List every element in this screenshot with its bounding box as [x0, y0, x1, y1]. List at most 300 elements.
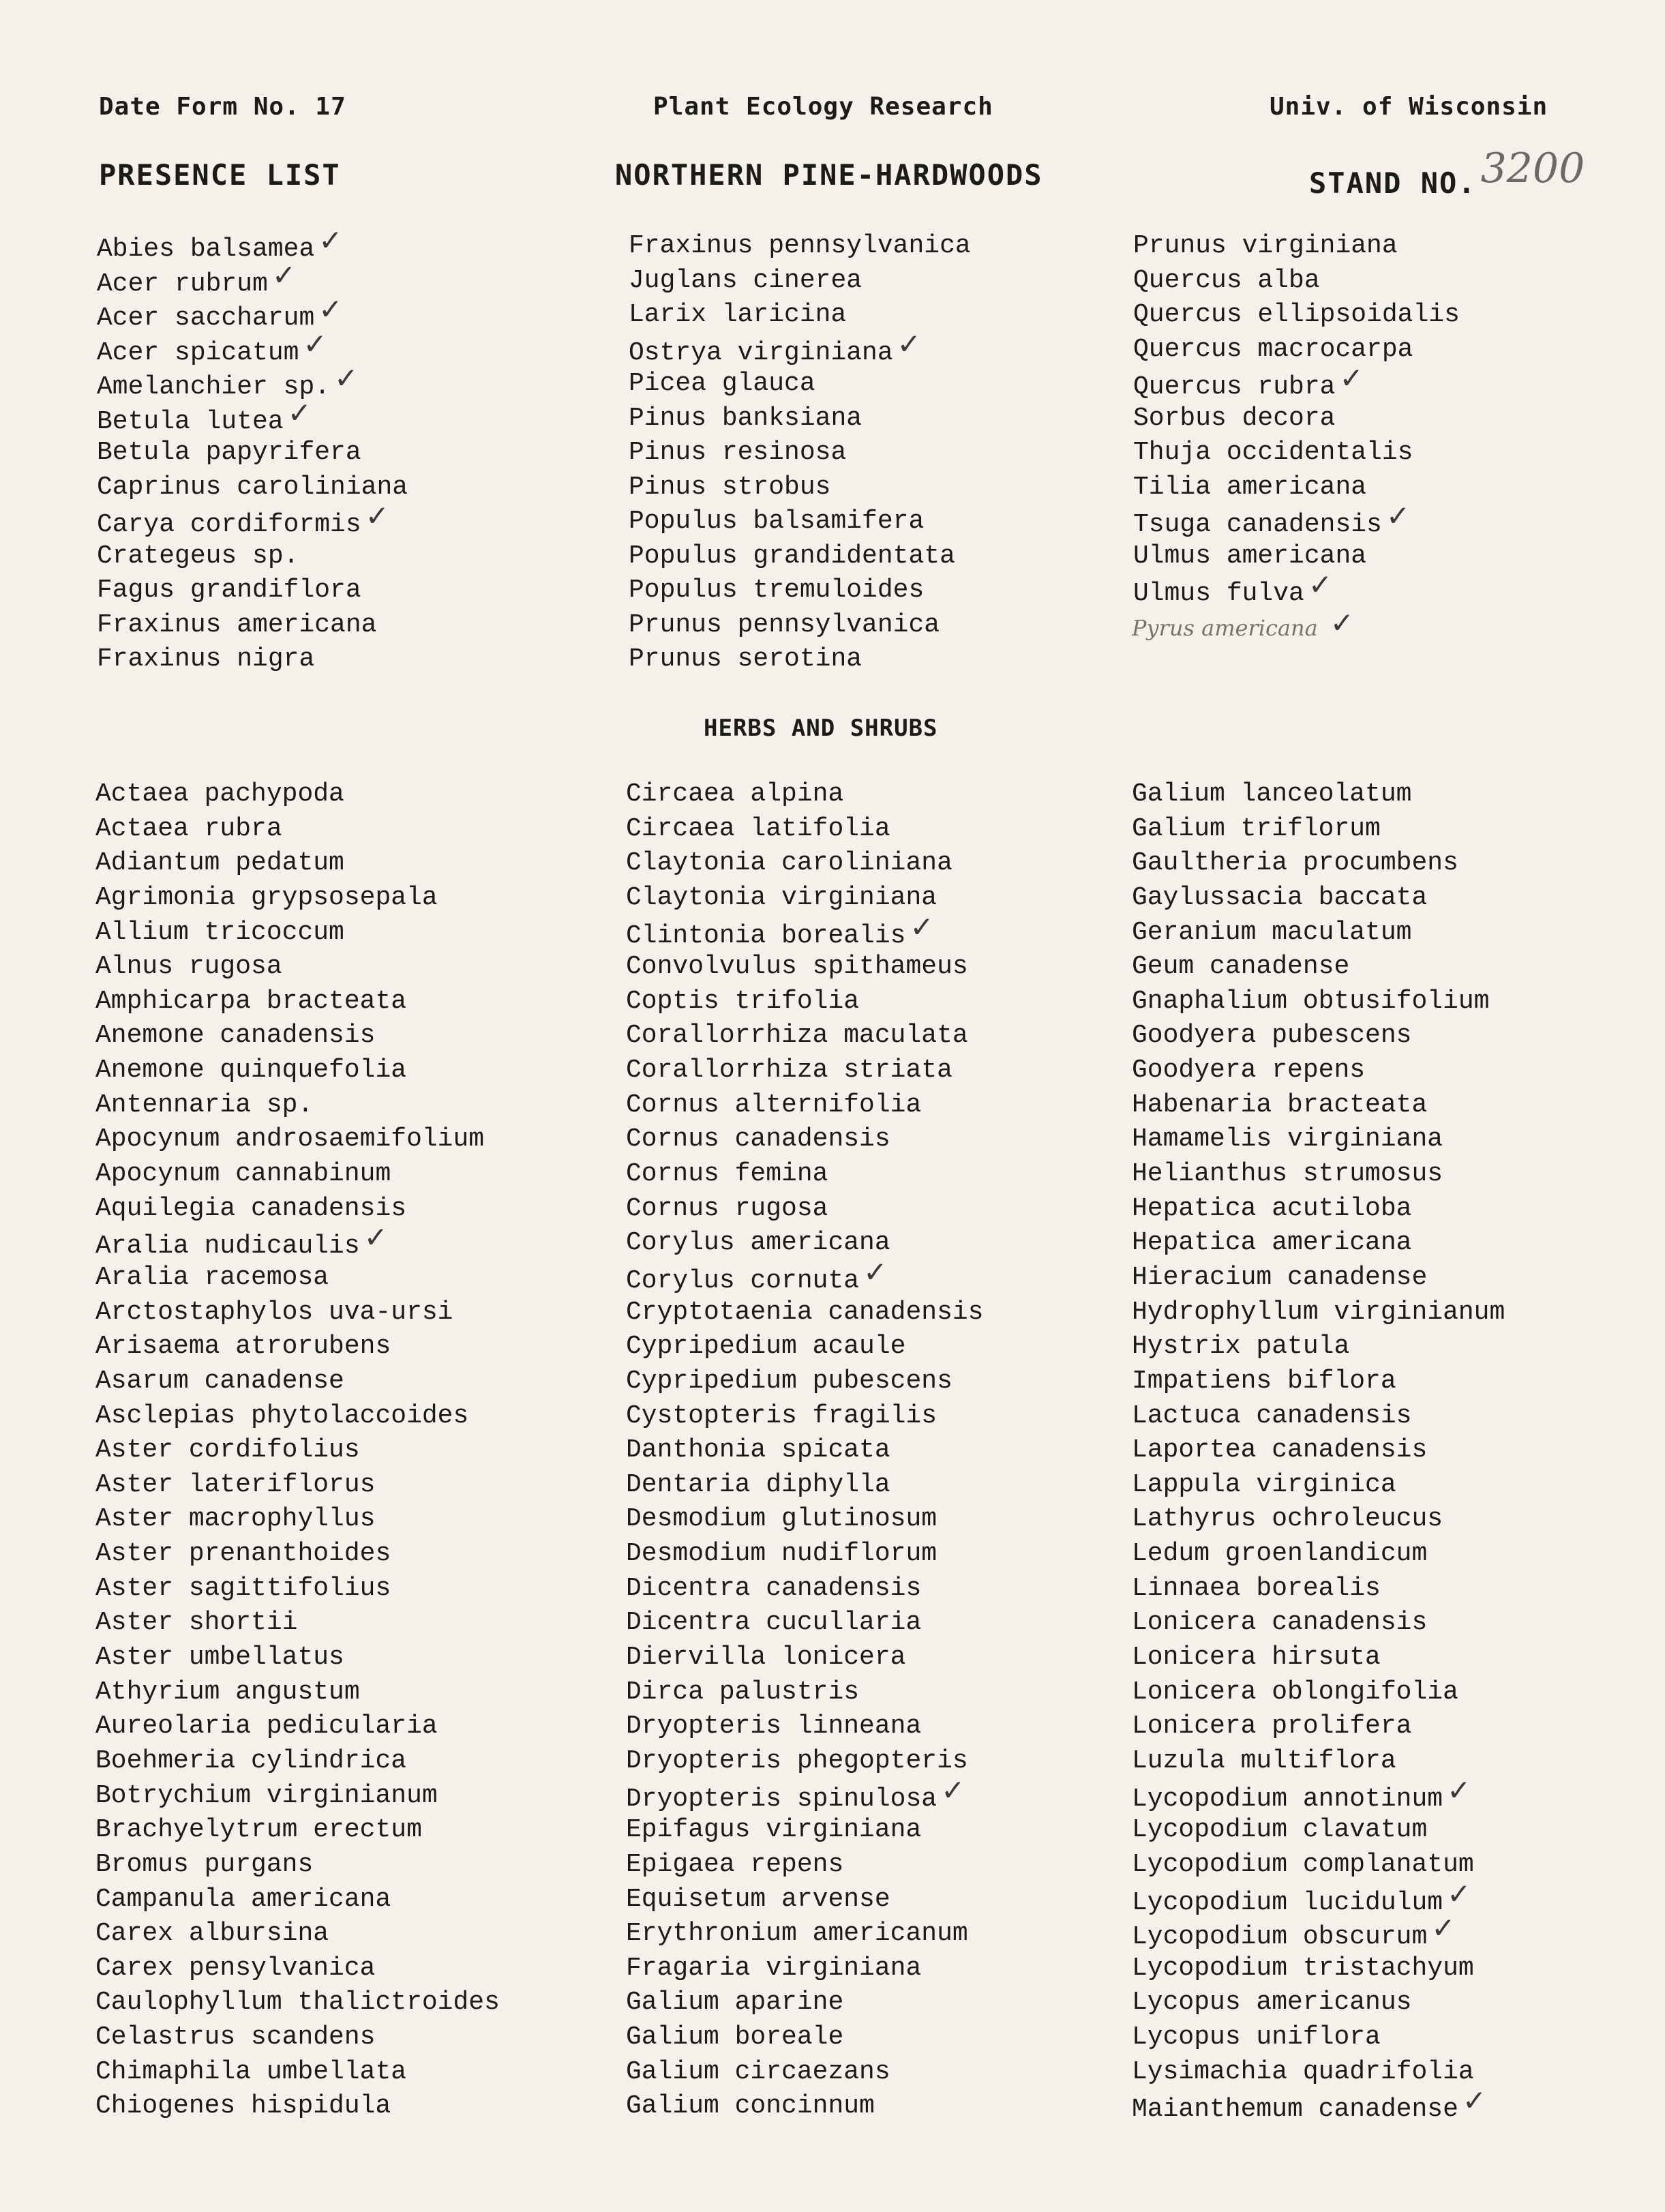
- species-name: Celastrus scandens: [95, 2022, 376, 2052]
- species-name: Arisaema atrorubens: [95, 1332, 391, 1362]
- species-entry: [626, 1952, 984, 1986]
- species-name: Acer rubrum: [97, 269, 268, 299]
- species-name: Habenaria bracteata: [1132, 1090, 1428, 1120]
- species-name: Aster lateriflorus: [95, 1469, 376, 1499]
- species-name: Anemone quinquefolia: [95, 1056, 407, 1086]
- species-name: Cornus rugosa: [626, 1193, 828, 1223]
- species-name: Erythronium americanum: [626, 1919, 968, 1949]
- species-name: Agrimonia grypsosepala: [95, 882, 438, 912]
- species-name: Aquilegia canadensis: [95, 1193, 407, 1223]
- species-entry: [1132, 1502, 1505, 1537]
- species-name: Dirca palustris: [626, 1677, 860, 1707]
- species-name: Claytonia caroliniana: [626, 848, 952, 878]
- species-entry: [1132, 1364, 1505, 1399]
- species-name: Cryptotaenia canadensis: [626, 1297, 984, 1327]
- species-name: Asclepias phytolaccoides: [95, 1401, 469, 1431]
- species-entry: [1133, 568, 1460, 608]
- species-entry: [626, 1675, 984, 1710]
- handwritten-species: Pyrus americana: [1132, 615, 1318, 641]
- species-entry: [626, 812, 984, 847]
- species-entry: [626, 1986, 984, 2020]
- species-name: Cornus canadensis: [626, 1124, 890, 1154]
- species-entry: [626, 1744, 984, 1779]
- species-entry: [1133, 539, 1460, 574]
- species-entry: [1133, 229, 1460, 264]
- species-entry: [626, 1433, 984, 1468]
- species-name: Danthonia spicata: [626, 1435, 890, 1465]
- species-name: Carya cordiformis: [97, 510, 361, 539]
- species-entry: [626, 1813, 984, 1848]
- species-name: Quercus ellipsoidalis: [1133, 300, 1460, 329]
- species-entry: [1132, 2020, 1505, 2055]
- species-name: Sorbus decora: [1133, 403, 1336, 433]
- species-name: Aster cordifolius: [95, 1435, 360, 1465]
- species-name: Galium lanceolatum: [1132, 779, 1412, 809]
- species-entry: [95, 1019, 500, 1053]
- species-entry: [626, 2020, 984, 2055]
- species-name: Asarum canadense: [95, 1366, 344, 1396]
- species-name: Lycopodium tristachyum: [1132, 1953, 1474, 1983]
- species-entry: [95, 1399, 500, 1434]
- tree-column-1: [97, 224, 408, 677]
- species-name: Chiogenes hispidula: [95, 2091, 391, 2121]
- species-entry: [626, 1848, 984, 1883]
- check-mark-icon: ✓: [910, 910, 934, 944]
- species-entry: [97, 395, 408, 436]
- species-entry: [97, 436, 408, 470]
- species-name: Epifagus virginiana: [626, 1815, 922, 1845]
- species-name: Larix laricina: [629, 300, 847, 329]
- species-entry: [95, 1952, 500, 1986]
- check-mark-icon: ✓: [1339, 361, 1364, 395]
- species-name: Abies balsamea: [97, 235, 315, 264]
- species-entry: [95, 1813, 500, 1848]
- species-name: Ledum groenlandicum: [1132, 1539, 1428, 1569]
- check-mark-icon: ✓: [365, 499, 389, 533]
- species-name: Dryopteris phegopteris: [626, 1746, 968, 1776]
- species-name: Cypripedium pubescens: [626, 1366, 952, 1396]
- species-name: Anemone canadensis: [95, 1021, 376, 1051]
- species-entry: [1133, 298, 1460, 333]
- species-entry: [629, 327, 971, 368]
- species-entry: [626, 1255, 984, 1296]
- species-name: Ostrya virginiana: [629, 338, 893, 368]
- species-name: Crategeus sp.: [97, 541, 299, 571]
- species-name: Aster umbellatus: [95, 1643, 344, 1673]
- species-name: Epigaea repens: [626, 1849, 844, 1879]
- species-entry: [626, 1122, 984, 1157]
- herb-column-1: [95, 777, 500, 2124]
- species-name: Aster macrophyllus: [95, 1504, 376, 1534]
- species-name: Picea glauca: [629, 369, 815, 398]
- species-name: Corylus cornuta: [626, 1266, 860, 1296]
- species-name: Thuja occidentalis: [1133, 438, 1413, 467]
- species-entry: [95, 1502, 500, 1537]
- species-entry: [1132, 1537, 1505, 1572]
- species-entry: [629, 367, 971, 402]
- species-entry: [626, 1917, 984, 1952]
- species-entry: [626, 910, 984, 951]
- species-name: Circaea latifolia: [626, 813, 890, 843]
- species-entry: [1132, 1952, 1505, 1986]
- species-entry: [97, 470, 408, 505]
- species-name: Actaea rubra: [95, 813, 282, 843]
- species-entry: [626, 2055, 984, 2090]
- species-entry: [626, 1053, 984, 1088]
- species-name: Quercus rubra: [1133, 372, 1336, 402]
- species-name: Desmodium nudiflorum: [626, 1539, 937, 1569]
- species-name: Desmodium glutinosum: [626, 1504, 937, 1534]
- species-name: Prunus virginiana: [1133, 231, 1398, 260]
- species-name: Hamamelis virginiana: [1132, 1124, 1443, 1154]
- species-entry: [97, 539, 408, 574]
- species-name: Lonicera oblongifolia: [1132, 1677, 1458, 1707]
- species-entry: [95, 1053, 500, 1088]
- species-name: Hepatica acutiloba: [1132, 1193, 1412, 1223]
- species-entry: [97, 327, 408, 368]
- species-name: Apocynum androsaemifolium: [95, 1124, 485, 1154]
- species-name: Cypripedium acaule: [626, 1332, 906, 1362]
- species-entry: [1132, 1675, 1505, 1710]
- species-entry: [626, 1572, 984, 1606]
- species-name: Pinus banksiana: [629, 403, 862, 433]
- species-name: Diervilla lonicera: [626, 1643, 906, 1673]
- check-mark-icon: ✓: [1308, 568, 1333, 601]
- species-entry: [95, 1122, 500, 1157]
- species-entry: [95, 1917, 500, 1952]
- species-name: Aralia racemosa: [95, 1262, 329, 1292]
- species-entry: [95, 846, 500, 881]
- species-name: Bromus purgans: [95, 1849, 314, 1879]
- species-entry: [95, 1572, 500, 1606]
- species-name: Hydrophyllum virginianum: [1132, 1297, 1505, 1327]
- species-entry: [95, 812, 500, 847]
- species-entry: [1132, 2055, 1505, 2090]
- species-name: Circaea alpina: [626, 779, 844, 809]
- species-entry: [1132, 1986, 1505, 2020]
- species-entry: [1132, 1606, 1505, 1641]
- species-entry: [1132, 1911, 1505, 1952]
- species-name: Tsuga canadensis: [1133, 510, 1382, 539]
- species-name: Quercus alba: [1133, 265, 1320, 295]
- species-entry: [95, 1744, 500, 1779]
- species-name: Galium circaezans: [626, 2057, 890, 2087]
- species-entry: [1132, 1641, 1505, 1675]
- check-mark-icon: ✓: [1385, 499, 1411, 533]
- species-name: Goodyera pubescens: [1132, 1021, 1412, 1051]
- species-name: Dentaria diphylla: [626, 1469, 890, 1499]
- species-name: Lonicera hirsuta: [1132, 1643, 1381, 1673]
- species-name: Campanula americana: [95, 1884, 391, 1914]
- species-name: Gaylussacia baccata: [1132, 882, 1428, 912]
- species-entry: [97, 293, 408, 333]
- species-name: Cornus femina: [626, 1159, 828, 1189]
- species-entry: [629, 642, 971, 677]
- species-name: Coptis trifolia: [626, 986, 860, 1016]
- species-name: Equisetum arvense: [626, 1884, 890, 1914]
- species-entry: [95, 1883, 500, 1917]
- species-entry: [626, 1192, 984, 1227]
- species-entry: [1132, 812, 1505, 847]
- species-entry: [1132, 846, 1505, 881]
- species-entry: [1132, 1088, 1505, 1123]
- species-name: Dicentra canadensis: [626, 1573, 922, 1603]
- species-entry: [95, 916, 500, 951]
- species-name: Laportea canadensis: [1132, 1435, 1428, 1465]
- species-entry: [95, 2020, 500, 2055]
- species-entry: [95, 1675, 500, 1710]
- species-entry: [95, 1192, 500, 1227]
- species-name: Dryopteris spinulosa: [626, 1784, 937, 1814]
- species-name: Arctostaphylos uva-ursi: [95, 1297, 453, 1327]
- species-entry: [629, 436, 971, 470]
- check-mark-icon: ✓: [363, 1221, 388, 1255]
- species-entry: [629, 470, 971, 505]
- species-name: Geranium maculatum: [1132, 917, 1412, 947]
- check-mark-icon: ✓: [287, 395, 312, 430]
- check-mark-icon: ✓: [941, 1773, 965, 1807]
- species-name: Corallorrhiza maculata: [626, 1021, 968, 1051]
- species-name: Lycopodium complanatum: [1132, 1849, 1474, 1879]
- species-entry: [97, 642, 408, 677]
- species-name: Brachyelytrum erectum: [95, 1815, 422, 1845]
- check-mark-icon: ✓: [1330, 606, 1354, 640]
- species-entry: [626, 846, 984, 881]
- species-entry: [626, 2089, 984, 2124]
- species-entry: [626, 1364, 984, 1399]
- check-mark-icon: ✓: [318, 224, 343, 257]
- species-name: Caprinus caroliniana: [97, 472, 408, 502]
- species-entry: [95, 985, 500, 1019]
- species-entry: [626, 1537, 984, 1572]
- herb-column-2: [626, 777, 984, 2124]
- handwritten-tree-entry: [1132, 606, 1354, 642]
- species-name: Tilia americana: [1133, 472, 1367, 502]
- check-mark-icon: ✓: [271, 258, 297, 292]
- species-entry: [1133, 499, 1460, 539]
- species-name: Betula papyrifera: [97, 438, 361, 467]
- species-name: Dicentra cucullaria: [626, 1608, 922, 1638]
- species-name: Lappula virginica: [1132, 1469, 1396, 1499]
- species-entry: [95, 950, 500, 985]
- stand-number-field: [1309, 145, 1585, 203]
- species-name: Lysimachia quadrifolia: [1132, 2057, 1474, 2087]
- species-entry: [1133, 361, 1460, 402]
- species-name: Fragaria virginiana: [626, 1953, 922, 1983]
- species-name: Convolvulus spithameus: [626, 952, 968, 982]
- species-name: Athyrium angustum: [95, 1677, 360, 1707]
- species-entry: [95, 1641, 500, 1675]
- species-name: Fraxinus nigra: [97, 644, 315, 674]
- species-entry: [626, 1468, 984, 1503]
- species-name: Hystrix patula: [1132, 1332, 1350, 1362]
- species-name: Populus tremuloides: [629, 576, 925, 605]
- species-entry: [1132, 1572, 1505, 1606]
- species-name: Galium triflorum: [1132, 813, 1381, 843]
- species-name: Cornus alternifolia: [626, 1090, 922, 1120]
- species-entry: [95, 1468, 500, 1503]
- species-name: Chimaphila umbellata: [95, 2057, 407, 2087]
- species-entry: [95, 2089, 500, 2124]
- species-name: Galium aparine: [626, 1988, 844, 2018]
- species-entry: [626, 1226, 984, 1261]
- check-mark-icon: ✓: [897, 327, 921, 361]
- check-mark-icon: ✓: [1447, 1877, 1471, 1911]
- herb-column-3: [1132, 777, 1505, 2124]
- check-mark-icon: ✓: [303, 327, 327, 361]
- species-entry: [626, 1157, 984, 1192]
- species-name: Galium boreale: [626, 2022, 844, 2052]
- check-mark-icon: ✓: [863, 1255, 888, 1289]
- tree-column-2: [629, 229, 971, 677]
- species-name: Claytonia virginiana: [626, 882, 937, 912]
- species-name: Antennaria sp.: [95, 1090, 314, 1120]
- species-entry: [626, 1296, 984, 1330]
- species-entry: [1132, 1709, 1505, 1744]
- university-label: Univ. of Wisconsin: [1270, 93, 1548, 121]
- species-name: Helianthus strumosus: [1132, 1159, 1443, 1189]
- species-entry: [629, 264, 971, 299]
- species-entry: [626, 1502, 984, 1537]
- species-entry: [95, 1221, 500, 1261]
- species-name: Carex albursina: [95, 1919, 329, 1949]
- species-name: Corylus americana: [626, 1228, 890, 1258]
- species-name: Fraxinus americana: [97, 610, 377, 640]
- species-entry: [629, 402, 971, 436]
- species-entry: [95, 777, 500, 812]
- species-entry: [1133, 470, 1460, 505]
- species-name: Lycopodium clavatum: [1132, 1815, 1428, 1845]
- species-entry: [97, 224, 408, 264]
- species-entry: [1132, 1468, 1505, 1503]
- species-name: Actaea pachypoda: [95, 779, 344, 809]
- species-entry: [1132, 916, 1505, 951]
- species-name: Aster shortii: [95, 1608, 298, 1638]
- species-name: Pinus resinosa: [629, 438, 847, 467]
- species-entry: [95, 2055, 500, 2090]
- species-entry: [1132, 1226, 1505, 1261]
- species-entry: [1132, 950, 1505, 985]
- species-entry: [1132, 1773, 1505, 1814]
- species-name: Botrychium virginianum: [95, 1780, 438, 1810]
- species-name: Carex pensylvanica: [95, 1953, 376, 1983]
- species-entry: [626, 1883, 984, 1917]
- species-name: Hepatica americana: [1132, 1228, 1412, 1258]
- species-name: Prunus pennsylvanica: [629, 610, 940, 640]
- species-name: Lycopus uniflora: [1132, 2022, 1381, 2052]
- species-name: Amphicarpa bracteata: [95, 986, 407, 1016]
- species-name: Linnaea borealis: [1132, 1573, 1381, 1603]
- species-name: Ulmus fulva: [1133, 579, 1304, 608]
- species-name: Gaultheria procumbens: [1132, 848, 1458, 878]
- species-name: Acer saccharum: [97, 303, 315, 333]
- species-name: Corallorrhiza striata: [626, 1056, 952, 1086]
- check-mark-icon: ✓: [1462, 2084, 1487, 2118]
- species-entry: [1132, 1019, 1505, 1053]
- species-name: Cystopteris fragilis: [626, 1401, 937, 1431]
- species-entry: [97, 608, 408, 643]
- species-name: Populus balsamifera: [629, 507, 925, 536]
- stand-label: STAND NO.: [1309, 166, 1477, 200]
- species-name: Fagus grandiflora: [97, 576, 361, 605]
- species-entry: [95, 1157, 500, 1192]
- species-entry: [1133, 264, 1460, 299]
- species-name: Adiantum pedatum: [95, 848, 344, 878]
- species-entry: [626, 1606, 984, 1641]
- species-entry: [629, 539, 971, 574]
- species-entry: [95, 1606, 500, 1641]
- species-entry: [95, 881, 500, 916]
- species-name: Aralia nudicaulis: [95, 1231, 360, 1261]
- species-entry: [1133, 402, 1460, 436]
- species-entry: [626, 985, 984, 1019]
- species-name: Lactuca canadensis: [1132, 1401, 1412, 1431]
- check-mark-icon: ✓: [334, 361, 359, 395]
- species-entry: [1132, 1330, 1505, 1364]
- stand-number-handwritten: 3200: [1480, 145, 1585, 192]
- community-title: NORTHERN PINE-HARDWOODS: [615, 158, 1043, 192]
- species-name: Lycopodium obscurum: [1132, 1922, 1428, 1952]
- species-name: Prunus serotina: [629, 644, 862, 674]
- species-name: Hieracium canadense: [1132, 1262, 1428, 1292]
- species-entry: [95, 1848, 500, 1883]
- species-entry: [1132, 1157, 1505, 1192]
- species-entry: [626, 1709, 984, 1744]
- species-entry: [626, 950, 984, 985]
- species-name: Betula lutea: [97, 406, 284, 436]
- species-entry: [95, 1433, 500, 1468]
- species-entry: [1132, 2084, 1505, 2125]
- species-entry: [1132, 1053, 1505, 1088]
- species-name: Lycopodium lucidulum: [1132, 1887, 1443, 1917]
- species-entry: [629, 608, 971, 643]
- species-entry: [1132, 1399, 1505, 1434]
- species-name: Aster sagittifolius: [95, 1573, 391, 1603]
- species-entry: [95, 1986, 500, 2020]
- species-name: Lonicera prolifera: [1132, 1712, 1412, 1742]
- species-name: Galium concinnum: [626, 2091, 875, 2121]
- species-entry: [95, 1088, 500, 1123]
- species-name: Clintonia borealis: [626, 921, 906, 951]
- species-entry: [1132, 1261, 1505, 1296]
- species-name: Populus grandidentata: [629, 541, 955, 571]
- species-entry: [95, 1296, 500, 1330]
- species-name: Lycopus americanus: [1132, 1988, 1412, 2018]
- species-entry: [626, 1088, 984, 1123]
- species-entry: [626, 1019, 984, 1053]
- species-entry: [1133, 436, 1460, 470]
- species-name: Ulmus americana: [1133, 541, 1367, 571]
- form-number: Date Form No. 17: [99, 93, 346, 121]
- species-entry: [1132, 1122, 1505, 1157]
- species-entry: [1132, 1813, 1505, 1848]
- species-name: Amelanchier sp.: [97, 372, 331, 402]
- species-entry: [95, 1709, 500, 1744]
- tree-column-3: [1133, 229, 1460, 608]
- species-name: Geum canadense: [1132, 952, 1350, 982]
- herbs-shrubs-heading: HERBS AND SHRUBS: [704, 715, 938, 742]
- species-name: Aureolaria pedicularia: [95, 1712, 438, 1742]
- species-entry: [97, 499, 408, 539]
- species-name: Lathyrus ochroleucus: [1132, 1504, 1443, 1534]
- species-name: Allium tricoccum: [95, 917, 344, 947]
- species-name: Juglans cinerea: [629, 265, 862, 295]
- species-entry: [629, 505, 971, 539]
- species-entry: [97, 361, 408, 402]
- species-entry: [629, 229, 971, 264]
- species-name: Alnus rugosa: [95, 952, 282, 982]
- species-name: Quercus macrocarpa: [1133, 334, 1413, 364]
